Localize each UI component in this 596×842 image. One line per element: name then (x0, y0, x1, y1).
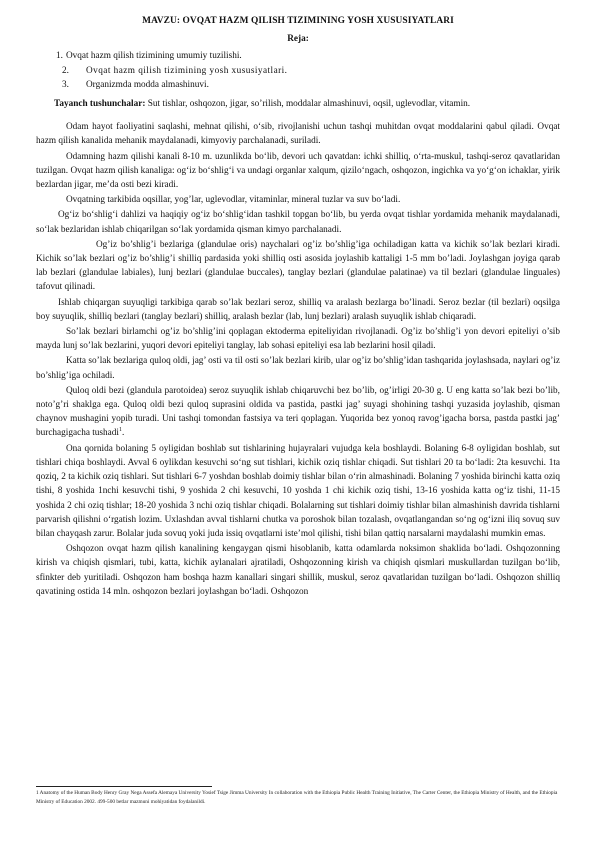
footnote-divider (36, 786, 212, 787)
body-paragraph: Ovqatning tarkibida oqsillar, yog’lar, uglevodlar, vitaminlar, mineral tuzlar va suv bo‘ladi. (66, 195, 401, 206)
plan-item-number: 2. (62, 65, 69, 76)
plan-item-text: Ovqat hazm qilish tizimining umumiy tuzilishi. (66, 51, 242, 62)
body-paragraph: Og’iz bo’shlig’i bezlariga (glandulae oris) naychalari og’iz bo’shlig’iga ochiladigan katta va kichik so’lak bezlari kiradi. Kichik so’lak bezlari og’iz bo’shlig’i shilliq pardasida yoki shilliq osti asosida joylashib kattaligi 1-5 mm bo’ladi. Joylashgan joyiga qarab lab bezlari (glandulae labiales), lunj bezlari (glandulae buccales), tanglay bezlari (glandulae palatinae) va til bezlari (glandulae linguales) tafovut qilinadi. (36, 239, 560, 293)
paragraph-text: Quloq oldi bezi (glandula parotoidea) seroz suyuqlik ishlab chiqaruvchi bez bo’lib, og’irligi 20-30 g. U eng katta so’lak bezi bo’lib, noto’g’ri shaklga ega. Quloq oldi bezi quloq suprasini oldida va pastida, pastki jag’ suyagi shohining tashqi yuzasida joylashib, qisman chaynov mushagini yopib turadi. Uni tashqi tomondan fastsiya va teri qoplagan. Yuqorida bez yonoq ravog’igacha borsa, pastda pastki jag’ burchagigacha tushadi (36, 385, 560, 439)
plan-item (36, 78, 560, 92)
plan-list (36, 49, 560, 92)
body-paragraph: Katta so’lak bezlariga quloq oldi, jag’ osti va til osti so’lak bezlari kirib, ular og’iz bo’shlig’idan tashqarida joylashsada, naylari og’iz bo’shlig’iga ochiladi. (36, 356, 560, 381)
plan-heading: Reja: (287, 34, 309, 45)
body-paragraph: Ishlab chiqargan suyuqligi tarkibiga qarab so’lak bezlari seroz, shilliq va aralash bezlarga bo’linadi. Seroz bezlar (til bezlari) oqsilga boy suyuqlik, shilliq bezlari (tanglay bezlari) shilliq, aralash bezlar (lab, lunj bezlari) aralash suyuqlik ishlab chiqaradi. (36, 297, 560, 322)
key-concepts-text: Sut tishlar, oshqozon, jigar, so’rilish, moddalar almashinuvi, oqsil, uglevodlar, vitamin. (145, 99, 471, 110)
body-paragraph: Ona qornida bolaning 5 oyligidan boshlab sut tishlarining hujayralari vujudga kela boshlaydi. Bolaning 6-8 oyligidan boshlab, sut tishlari chiqa boshlaydi. Avval 6 oylikdan kesuvchi so‘ng sut tishlari, kichik oziq tishlar chiqadi. Sut tishlari 20 ta bo‘ladi: 2ta kesuvchi. 1ta qoziq, 2 ta kichik oziq tishlari. Sut tishlari 6-7 yoshdan boshlab doimiy tishlar bilan o‘rin almashinadi. Bolaning 7 yoshida birinchi katta oziq tishi, 8 yoshida 1nchi kesuvchi tishi, 9 yoshida 2 chi kesuvchi, 10 yoshda 1 chi kichik oziq tishi, 13-16 yoshida katta og‘iz tishi, 11-15 yoshida 2 chi oziq tishlar; 18-20 yoshida 3 nchi oziq tishlar chiqadi. Bolalarning sut tishlari doimiy tishlar bilan almashinish davrida tishlarni parvarish qilishni o‘rgatish lozim. Uxlashdan avval tishlarni chutka va poroshok bilan tozalash, ovqatlangandan so‘ng og‘izni iliq sovuq suv bilan chayqash zarur. Bolalar juda sovuq yoki juda issiq ovqatlarni iste’mol qilishi, tishi bilan qattiq narsalarni maydalashi mumkin emas. (36, 443, 560, 539)
body-paragraph: Odamning hazm qilishi kanali 8-10 m. uzunlikda bo‘lib, devori uch qavatdan: ichki shilliq, o‘rta-muskul, tashqi-seroz qavatlaridan tuzilgan. Ovqat hazm qilish kanaliga: og‘iz bo‘shlig‘i va undagi organlar xalqum, qizilo‘ngach, oshqozon, ingichka va yo‘g‘on ichaklar, yirik bezlardan jigar, me’da osti bezi kiradi. (36, 151, 560, 191)
plan-item-number: 1. (56, 51, 63, 62)
plan-item (36, 49, 560, 63)
key-concepts-label: Tayanch tushunchalar: (54, 99, 146, 110)
plan-item-text: Organizmda modda almashinuvi. (86, 79, 209, 90)
plan-item-number: 3. (62, 79, 69, 90)
plan-item-text: Ovqat hazm qilish tizimining yosh xususiyatlari. (86, 65, 288, 76)
key-concepts (36, 97, 560, 111)
document-title: MAVZU: OVQAT HAZM QILISH TIZIMINING YOSH XUSUSIYATLARI (142, 16, 454, 26)
footnote: 1 Anatomy of the Human Body Henry Gray Nega Assefa Alemaya University Yosief Tsige Jimma University In collaboration with the Ethiopia Public Health Training Initiative, The Carter Center, the Ethiopia Ministry of Health, and the Ethiopia Ministry of Education 2002. 499-500 betlar mazmuni mohiyatidan foydalanildi. (36, 790, 558, 805)
body-paragraph: Quloq oldi bezi (glandula parotoidea) seroz suyuqlik ishlab chiqaruvchi bez bo’lib, og’irligi 20-30 g. U eng katta so’lak bezi bo’lib, noto’g’ri shaklga ega. Quloq oldi bezi quloq suprasini oldida va pastida, pastki jag’ suyagi shohining tashqi yuzasida joylashib, qisman chaynov mushagini yopib turadi. Uni tashqi tomondan fastsiya va teri qoplagan. Yuqorida bez yonoq ravog’igacha borsa, pastda pastki jag’ burchagigacha tushadi$^1$. (36, 385, 560, 439)
body-paragraph: Oshqozon ovqat hazm qilish kanalining kengaygan qismi hisoblanib, katta odamlarda noksimon shaklida bo‘ladi. Oshqozonning kirish va chiqish qismlari, tubi, katta, kichik aylanalari ajratiladi, Oshqozonning kirish va chiqish qismlari muskullardan tuzilgan bo‘lib, sfinkter deb yuritiladi. Oshqozon ham boshqa hazm kanallari singari shillik, muskul, seroz qavatlaridan tuzilgan bo‘ladi. Oshqozon shilliq qavatining ostida 14 mln. oshqozon bezlari joylashgan bo‘ladi. Oshqozon (36, 544, 560, 597)
body-paragraph: Og‘iz bo‘shlig‘i dahlizi va haqiqiy og‘iz bo‘shlig‘idan tashkil topgan bo‘lib, bu yerda ovqat tishlar yordamida mehanik maydalanadi, so‘lak bezlaridan ishlab chiqarilgan so‘lak yordamida qisman kimyo parchalanadi. (36, 210, 560, 235)
footnote-reference[interactable]: 1 (118, 427, 122, 434)
body-paragraph: Odam hayot faoliyatini saqlashi, mehnat qilishi, o‘sib, rivojlanishi uchun tashqi muhitdan ovqat moddalarini qabul qiladi. Ovqat hazm qilish kanalida mehanik maydalanadi, kimyoviy parchalanadi, suriladi. (36, 122, 560, 147)
plan-item (36, 64, 560, 78)
body-paragraph: So’lak bezlari birlamchi og’iz bo’shlig’ini qoplagan ektoderma epiteliyidan rivojlanadi. Og’iz bo’shlig’i yon devori epiteliyi o’sib mayda lunj so’lak bezlarini, yuqori devori epiteliyi tanglay, lab sohasi epiteliyi esa lab bezlarini hosil qiladi. (36, 327, 560, 352)
